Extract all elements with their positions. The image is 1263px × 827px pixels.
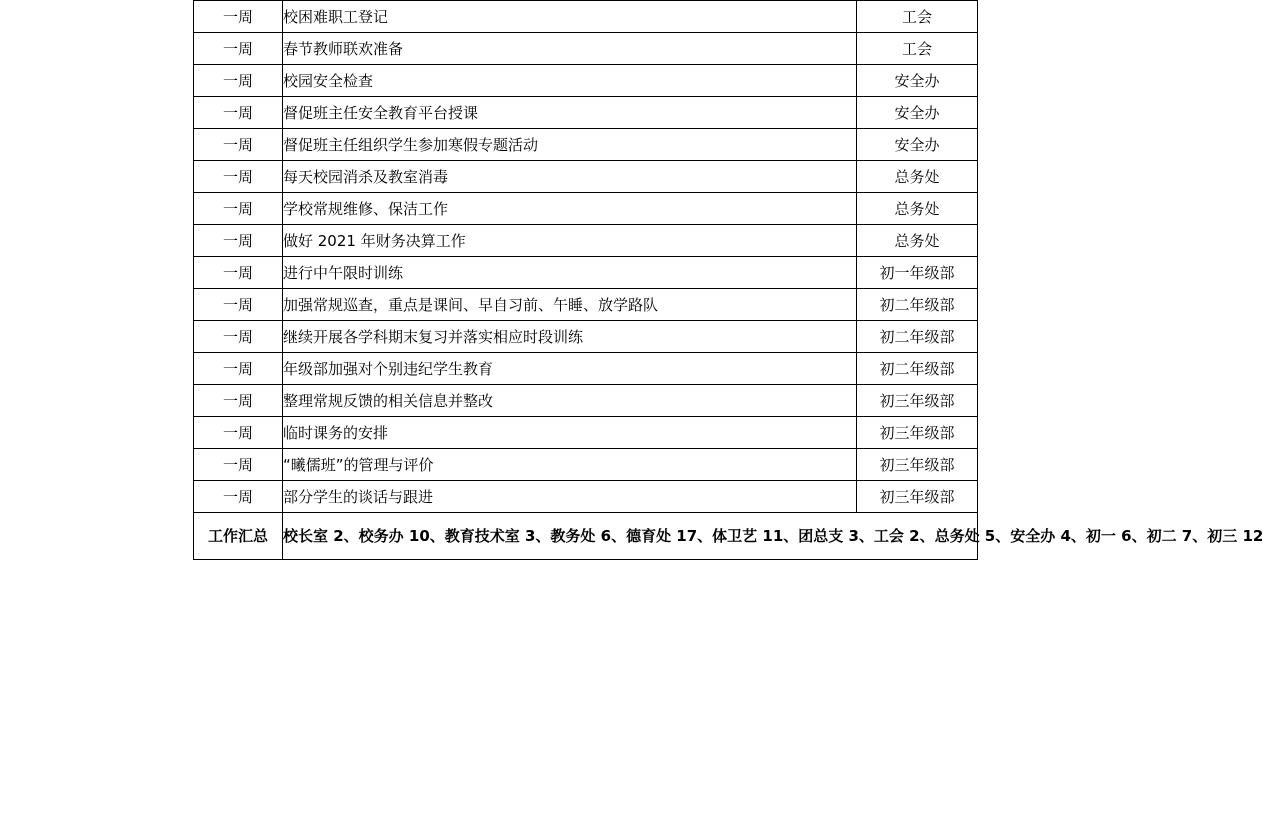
period-cell: 一周 — [194, 97, 283, 129]
department-cell: 初三年级部 — [857, 385, 978, 417]
task-cell: 部分学生的谈话与跟进 — [283, 481, 857, 513]
table-row — [194, 385, 978, 417]
table-row — [194, 193, 978, 225]
period-cell: 一周 — [194, 417, 283, 449]
task-cell: 每天校园消杀及教室消毒 — [283, 161, 857, 193]
department-cell: 工会 — [857, 1, 978, 33]
summary-text: 校长室 2、校务办 10、教育技术室 3、教务处 6、德育处 17、体卫艺 11、团总支 3、工会 2、总务处 5、安全办 4、初一 6、初二 7、初三 12 — [283, 513, 978, 560]
schedule-body — [194, 1, 1263, 560]
period-cell: 一周 — [194, 129, 283, 161]
task-cell: 加强常规巡查，重点是课间、早自习前、午睡、放学路队 — [283, 289, 857, 321]
task-cell: 整理常规反馈的相关信息并整改 — [283, 385, 857, 417]
department-cell: 安全办 — [857, 129, 978, 161]
department-cell: 初三年级部 — [857, 449, 978, 481]
period-cell: 一周 — [194, 481, 283, 513]
task-cell: 督促班主任安全教育平台授课 — [283, 97, 857, 129]
period-cell: 一周 — [194, 1, 283, 33]
table-row — [194, 129, 978, 161]
task-cell: 继续开展各学科期末复习并落实相应时段训练 — [283, 321, 857, 353]
table-row — [194, 481, 978, 513]
task-cell: 督促班主任组织学生参加寒假专题活动 — [283, 129, 857, 161]
task-cell: “曦儒班”的管理与评价 — [283, 449, 857, 481]
summary-label: 工作汇总 — [194, 513, 283, 560]
table-row — [194, 1, 978, 33]
task-cell: 校园安全检查 — [283, 65, 857, 97]
department-cell: 总务处 — [857, 161, 978, 193]
table-row — [194, 97, 978, 129]
table-row — [194, 353, 978, 385]
task-cell: 学校常规维修、保洁工作 — [283, 193, 857, 225]
department-cell: 初二年级部 — [857, 321, 978, 353]
department-cell: 安全办 — [857, 97, 978, 129]
period-cell: 一周 — [194, 193, 283, 225]
period-cell: 一周 — [194, 385, 283, 417]
task-cell: 临时课务的安排 — [283, 417, 857, 449]
period-cell: 一周 — [194, 65, 283, 97]
table-row — [194, 321, 978, 353]
period-cell: 一周 — [194, 257, 283, 289]
summary-row — [194, 513, 978, 560]
table-row — [194, 449, 978, 481]
task-cell: 春节教师联欢准备 — [283, 33, 857, 65]
period-cell: 一周 — [194, 321, 283, 353]
table-row — [194, 225, 978, 257]
table-row — [194, 289, 978, 321]
table-row — [194, 161, 978, 193]
period-cell: 一周 — [194, 161, 283, 193]
task-cell: 年级部加强对个别违纪学生教育 — [283, 353, 857, 385]
task-cell: 校困难职工登记 — [283, 1, 857, 33]
period-cell: 一周 — [194, 225, 283, 257]
department-cell: 初三年级部 — [857, 481, 978, 513]
period-cell: 一周 — [194, 33, 283, 65]
table-row — [194, 417, 978, 449]
task-cell: 进行中午限时训练 — [283, 257, 857, 289]
department-cell: 总务处 — [857, 193, 978, 225]
work-schedule-table — [193, 0, 1263, 560]
department-cell: 初一年级部 — [857, 257, 978, 289]
department-cell: 初二年级部 — [857, 289, 978, 321]
period-cell: 一周 — [194, 289, 283, 321]
table-row — [194, 65, 978, 97]
department-cell: 总务处 — [857, 225, 978, 257]
department-cell: 初三年级部 — [857, 417, 978, 449]
period-cell: 一周 — [194, 353, 283, 385]
table-row — [194, 33, 978, 65]
department-cell: 初二年级部 — [857, 353, 978, 385]
period-cell: 一周 — [194, 449, 283, 481]
task-cell: 做好 2021 年财务决算工作 — [283, 225, 857, 257]
table-row — [194, 257, 978, 289]
department-cell: 工会 — [857, 33, 978, 65]
department-cell: 安全办 — [857, 65, 978, 97]
